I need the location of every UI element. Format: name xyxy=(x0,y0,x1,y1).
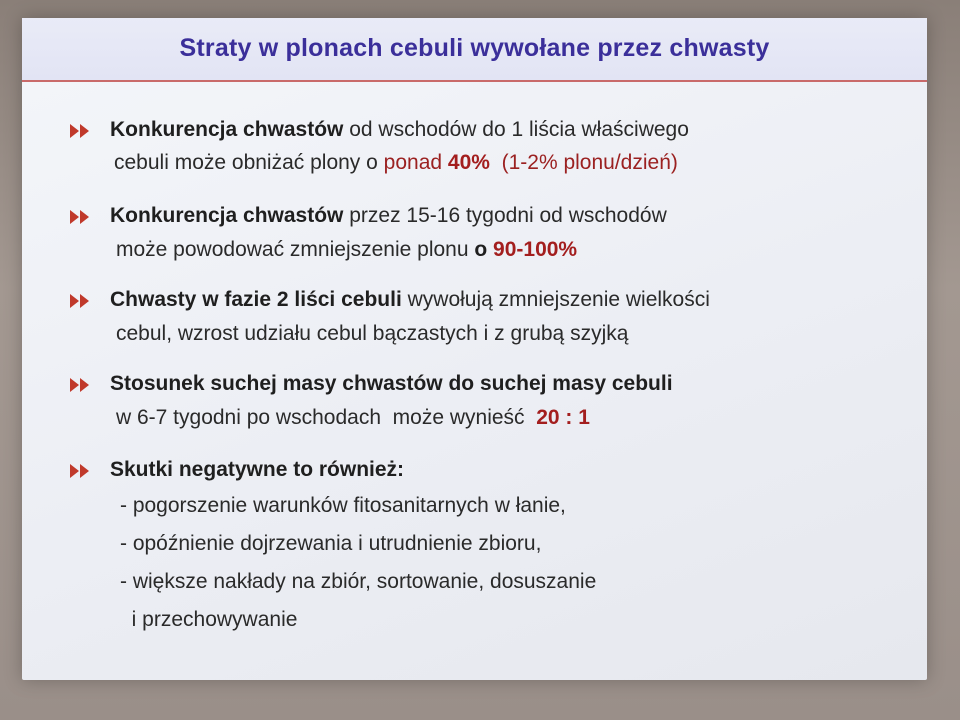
highlight-text: ponad xyxy=(383,151,448,174)
bullet-list xyxy=(22,18,927,680)
bullet-line-1 xyxy=(110,204,667,228)
sub-item: - opóźnienie dojrzewania i utrudnienie zbioru, xyxy=(120,532,542,555)
slide-title: Straty w plonach cebuli wywołane przez chwasty xyxy=(179,34,770,62)
sub-item: - pogorszenie warunków fitosanitarnych w łanie, xyxy=(120,494,566,517)
bullet-line-2 xyxy=(116,322,628,346)
double-chevron-right-icon xyxy=(68,292,94,310)
bullet-text: wywołują zmniejszenie wielkości xyxy=(401,288,710,311)
bullet-text: od wschodów do 1 liścia właściwego xyxy=(343,118,689,141)
bullet-bold-text: Skutki negatywne to również: xyxy=(110,458,405,481)
bullet-bold-text: o xyxy=(474,238,494,261)
double-chevron-right-icon xyxy=(68,462,94,480)
double-chevron-right-icon xyxy=(68,122,94,140)
sub-item: i przechowywanie xyxy=(120,608,298,631)
highlight-value: 20 : 1 xyxy=(536,406,590,429)
bullet-line-1 xyxy=(110,458,404,482)
sub-item: - większe nakłady na zbiór, sortowanie, dosuszanie xyxy=(120,570,597,593)
bullet-text: przez 15-16 tygodni od wschodów xyxy=(343,204,667,227)
bullet-line-2 xyxy=(116,238,577,262)
bullet-text: w 6-7 tygodni po wschodach może wynieść xyxy=(116,406,537,429)
bullet-text: cebuli może obniżać plony o xyxy=(114,151,384,174)
double-chevron-right-icon xyxy=(68,208,94,226)
bullet-line-1 xyxy=(110,288,710,312)
highlight-value: 40% xyxy=(447,151,490,174)
bullet-line-2 xyxy=(116,406,590,430)
bullet-text: cebul, wzrost udziału cebul bączastych i z grubą szyjką xyxy=(116,322,629,345)
bullet-bold-text: Chwasty w fazie 2 liści cebuli xyxy=(110,288,402,311)
bullet-text: może powodować zmniejszenie plonu xyxy=(116,238,475,261)
highlight-value: 90-100% xyxy=(493,238,578,261)
bullet-line-1 xyxy=(110,372,673,396)
bullet-line-2 xyxy=(114,151,678,175)
double-chevron-right-icon xyxy=(68,376,94,394)
bullet-bold-text: Stosunek suchej masy chwastów do suchej masy cebuli xyxy=(110,372,673,395)
slide xyxy=(22,18,927,680)
highlight-text: (1-2% plonu/dzień) xyxy=(489,151,678,174)
bullet-bold-text: Konkurencja chwastów xyxy=(110,118,344,141)
bullet-line-1 xyxy=(110,118,689,142)
bullet-bold-text: Konkurencja chwastów xyxy=(110,204,344,227)
